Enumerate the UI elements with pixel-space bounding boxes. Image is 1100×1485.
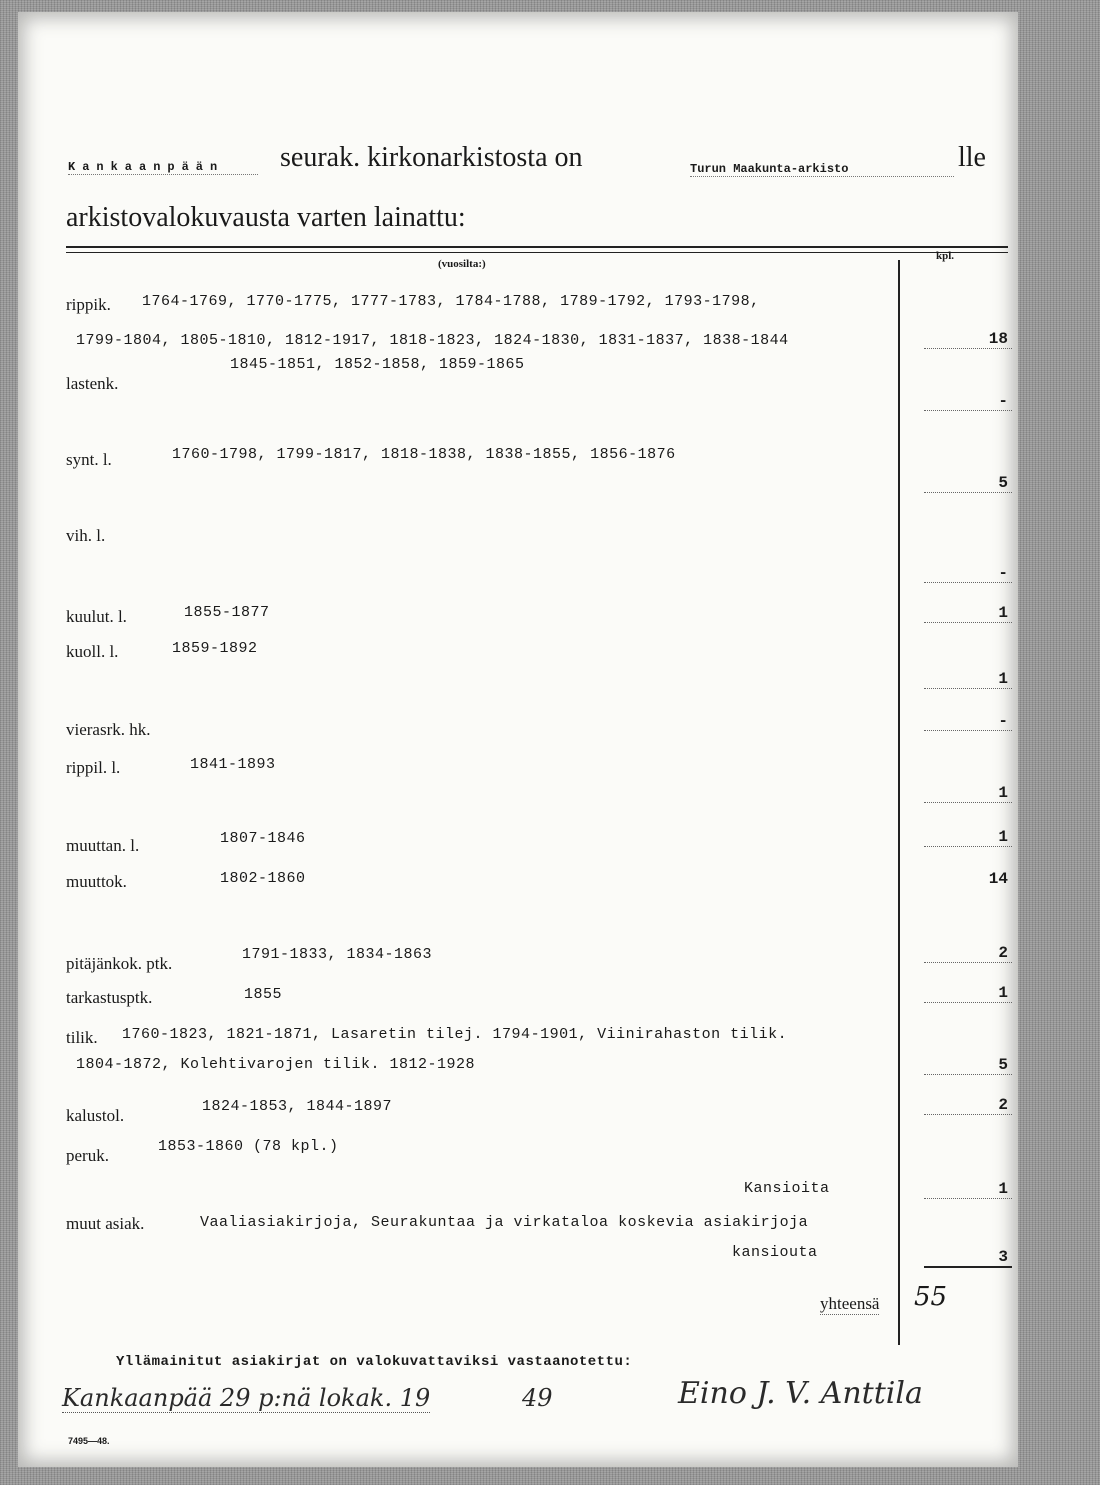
row-label-muuttok: muuttok. xyxy=(66,872,127,891)
row-count-tarkastus: 1 xyxy=(924,984,1012,1003)
total-label: yhteensä xyxy=(820,1294,880,1313)
header-text: seurak. kirkonarkistosta on xyxy=(280,142,583,173)
row-years-tilik-2: 1804-1872, Kolehtivarojen tilik. 1812-1928 xyxy=(76,1056,476,1073)
row-years-kalustol: 1824-1853, 1844-1897 xyxy=(202,1098,393,1115)
row-years-muuttan: 1807-1846 xyxy=(220,830,306,847)
row-label-lastenk: lastenk. xyxy=(66,374,119,393)
row-count-muuttan: 1 xyxy=(924,828,1012,847)
row-label-pitajankok: pitäjänkok. ptk. xyxy=(66,954,173,973)
row-years-kuoll: 1859-1892 xyxy=(172,640,258,657)
row-years-synt: 1760-1798, 1799-1817, 1818-1838, 1838-1855, 1856-1876 xyxy=(172,446,676,463)
top-rule xyxy=(66,246,1008,248)
row-years-rippil: 1841-1893 xyxy=(190,756,276,773)
row-years-rippik-3: 1845-1851, 1852-1858, 1859-1865 xyxy=(230,356,525,373)
row-count-pitajankok: 2 xyxy=(924,944,1012,963)
row-count-rippil: 1 xyxy=(924,784,1012,803)
header-suffix: lle xyxy=(958,142,986,173)
row-years-rippik-2: 1799-1804, 1805-1810, 1812-1917, 1818-1823, 1824-1830, 1831-1837, 1838-1844 xyxy=(76,332,789,349)
row-count-vih: - xyxy=(924,564,1012,583)
row-label-kuulut: kuulut. l. xyxy=(66,607,127,626)
row-label-vih: vih. l. xyxy=(66,526,106,545)
archive-name: Turun Maakunta-arkisto xyxy=(690,162,954,177)
row-label-kuoll: kuoll. l. xyxy=(66,642,119,661)
row-count-kansioita: 1 xyxy=(924,1180,1012,1199)
received-text: Yllämainitut asiakirjat on valokuvattaviksi vastaanotettu: xyxy=(116,1354,633,1370)
row-label-muuttan: muuttan. l. xyxy=(66,836,140,855)
place-date-year: 49 xyxy=(522,1384,553,1412)
row-label-kalustol: kalustol. xyxy=(66,1106,125,1125)
row-count-lastenk: - xyxy=(924,392,1012,411)
row-label-synt: synt. l. xyxy=(66,450,112,469)
row-count-kalustol: 2 xyxy=(924,1096,1012,1115)
total-value: 55 xyxy=(914,1282,948,1312)
row-count-kuulut: 1 xyxy=(924,604,1012,623)
parish-name: Kankaanpään xyxy=(68,160,258,175)
row-label-peruk: peruk. xyxy=(66,1146,109,1165)
row-label-tilik: tilik. xyxy=(66,1028,98,1047)
row-label-vierasrk: vierasrk. hk. xyxy=(66,720,151,739)
row-count-tilik: 5 xyxy=(924,1056,1012,1075)
row-years-muut: Vaaliasiakirjoja, Seurakuntaa ja virkataloa koskevia asiakirjoja xyxy=(200,1214,809,1231)
row-label-tarkastus: tarkastusptk. xyxy=(66,988,153,1007)
document-page xyxy=(18,12,1018,1467)
row-years-tilik-1: 1760-1823, 1821-1871, Lasaretin tilej. 1794-1901, Viinirahaston tilik. xyxy=(122,1026,788,1043)
kansioita-text: Kansioita xyxy=(744,1180,830,1197)
signature: Eino J. V. Anttila xyxy=(678,1376,923,1411)
row-years-rippik-1: 1764-1769, 1770-1775, 1777-1783, 1784-1788, 1789-1792, 1793-1798, xyxy=(142,293,760,310)
column-count-header: kpl. xyxy=(936,250,955,262)
row-years-muuttok: 1802-1860 xyxy=(220,870,306,887)
row-years-kuulut: 1855-1877 xyxy=(184,604,270,621)
place-date: Kankaanpää 29 p:nä lokak. 19 xyxy=(62,1384,431,1412)
row-count-vierasrk: - xyxy=(924,712,1012,731)
row-count-synt: 5 xyxy=(924,474,1012,493)
row-years-peruk: 1853-1860 (78 kpl.) xyxy=(158,1138,339,1155)
form-code: 7495—48. xyxy=(68,1436,110,1446)
column-years-header: (vuosilta:) xyxy=(438,258,486,270)
row-count-rippik: 18 xyxy=(924,330,1012,349)
row-label-rippik: rippik. xyxy=(66,295,111,314)
top-rule-2 xyxy=(66,252,1008,253)
row-years-pitajankok: 1791-1833, 1834-1863 xyxy=(242,946,433,963)
row-label-muut: muut asiak. xyxy=(66,1214,145,1233)
column-divider xyxy=(898,260,900,1345)
row-label-rippil: rippil. l. xyxy=(66,758,121,777)
row-sub-muut: kansiouta xyxy=(732,1244,818,1261)
header-line2: arkistovalokuvausta varten lainattu: xyxy=(66,202,466,233)
row-count-kuoll: 1 xyxy=(924,670,1012,689)
row-count-muut: 3 xyxy=(924,1248,1012,1268)
row-years-tarkastus: 1855 xyxy=(244,986,283,1003)
row-count-muuttok: 14 xyxy=(988,870,1008,888)
